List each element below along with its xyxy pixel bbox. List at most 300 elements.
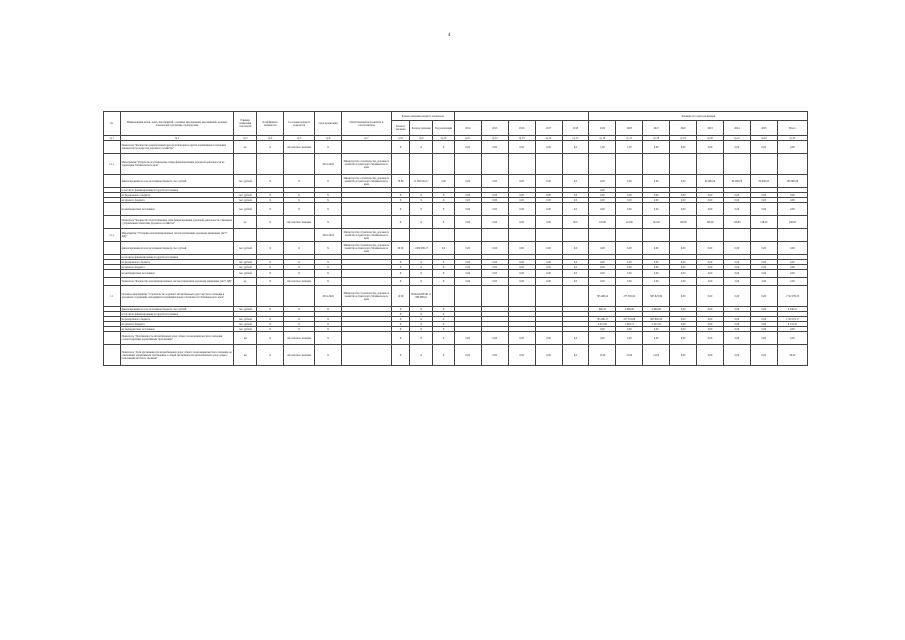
table-cell: 0,00 [481, 332, 508, 345]
column-number: гр.3 [234, 136, 257, 141]
table-cell: км [234, 332, 257, 345]
table-cell: 1,00 [589, 141, 616, 154]
table-cell: 0,00 [643, 270, 670, 278]
table-cell: 0,00 [723, 332, 750, 345]
table-cell: 0,00 [723, 322, 750, 327]
table-cell: 0,00 [589, 188, 616, 193]
table-cell: 0,00 [697, 332, 724, 345]
table-cell: X [257, 332, 284, 345]
header-values-group: Значение по годам реализации [589, 112, 808, 121]
table-cell: 0,0 [562, 198, 589, 203]
table-cell: X [433, 327, 455, 332]
column-number: гр.19 [670, 136, 697, 141]
table-cell: 2,00 [433, 175, 455, 188]
table-cell: 0,00 [535, 141, 562, 154]
table-cell: 2,00 [777, 278, 807, 286]
table-cell [508, 154, 535, 175]
table-cell [104, 345, 121, 366]
table-cell: 0,00 [723, 327, 750, 332]
header-coefficient: Коэффициент значимости [257, 112, 284, 136]
column-number: гр.13 [508, 136, 535, 141]
table-cell [342, 278, 392, 286]
table-row [104, 332, 808, 345]
table-cell [433, 286, 455, 307]
table-cell: 0,00 [723, 141, 750, 154]
table-cell: X [257, 345, 284, 366]
header-year: 2020 [616, 121, 643, 136]
row-title-cell: в том числе финансирование из других источников [120, 312, 234, 317]
row-title-cell: Мероприятие "Установка автоматизированных систем управления дорожным движением (АСУ ДД)" [120, 229, 234, 242]
table-cell [589, 154, 616, 175]
row-title-cell: Показатель "Доля протяженности автомобильных дорог общего пользования местного значения, не отвечающих нормативным требованиям, в общей протяженности автомобильных дорог общего пользования местного значения" [120, 345, 234, 366]
table-cell: 0,00 [697, 265, 724, 270]
row-title-cell: из федерального бюджета [120, 317, 234, 322]
row-title-cell: из краевого бюджета [120, 322, 234, 327]
table-cell: 8 131,52 [777, 322, 807, 327]
table-cell: 0,00 [777, 198, 807, 203]
table-cell: 0,00 [670, 286, 697, 307]
table-cell: X [410, 307, 433, 312]
table-cell [670, 229, 697, 242]
header-executor: Ответственный исполнитель и соисполнители [342, 112, 392, 136]
table-cell [454, 154, 481, 175]
row-title-cell: Показатель "Количество автоматизированных систем управления дорожным движением (АСУ ДД)" [120, 278, 234, 286]
table-cell: X [433, 317, 455, 322]
table-cell: 0,00 [697, 286, 724, 307]
table-cell: 0,00 [481, 141, 508, 154]
table-cell [723, 154, 750, 175]
column-number: гр.8 [391, 136, 410, 141]
table-cell: X [391, 327, 410, 332]
table-cell: 0,00 [697, 345, 724, 366]
table-cell: 0,00 [508, 141, 535, 154]
table-cell: 0,00 [750, 242, 777, 255]
table-cell: 0,00 [777, 193, 807, 198]
table-cell [410, 229, 433, 242]
table-cell: X [433, 312, 455, 317]
table-cell [104, 242, 121, 255]
table-cell: X [257, 141, 284, 154]
header-state: Состояние целевого показателя [284, 112, 315, 136]
table-cell: X [315, 345, 342, 366]
table-cell: X [257, 307, 284, 312]
table-cell: 0,00 [454, 141, 481, 154]
table-cell: X [257, 265, 284, 270]
table-row [104, 141, 808, 154]
table-cell: 0,00 [589, 270, 616, 278]
table-cell: 0,00 [535, 265, 562, 270]
column-number: гр.1 [104, 136, 121, 141]
table-cell: 0,00 [670, 242, 697, 255]
table-cell: X [391, 278, 410, 286]
header-base-group: Базовое значение целевого показателя [391, 112, 454, 121]
table-cell: 0,00 [750, 193, 777, 198]
table-cell: 0,0 [562, 265, 589, 270]
table-cell: 0,00 [454, 198, 481, 203]
table-cell: 0,00 [589, 278, 616, 286]
table-cell: 2,00 [643, 278, 670, 286]
table-cell [777, 229, 807, 242]
table-cell: X [433, 203, 455, 216]
table-cell: Министерство строительства, дорожного хозяйства и транспорта Забайкальского края [342, 286, 392, 307]
table-cell [750, 154, 777, 175]
table-cell: X [315, 203, 342, 216]
table-cell [481, 286, 508, 307]
table-cell: 0,00 [777, 203, 807, 216]
table-cell: X [284, 193, 315, 198]
table-cell: км [234, 345, 257, 366]
table-cell: 2 896,00 [616, 307, 643, 312]
column-number: гр.21 [723, 136, 750, 141]
table-cell [257, 229, 284, 242]
table-cell: тыс. рублей [234, 242, 257, 255]
table-cell: 0,00 [589, 332, 616, 345]
table-cell: X [284, 242, 315, 255]
table-cell: 0,00 [481, 193, 508, 198]
table-cell: X [433, 345, 455, 366]
table-cell: X [410, 317, 433, 322]
table-cell: 0,00 [777, 242, 807, 255]
table-cell: 122,00 [616, 216, 643, 229]
table-cell [535, 286, 562, 307]
table-cell: 0,00 [589, 265, 616, 270]
page-number: 4 [448, 33, 451, 38]
table-cell: X [284, 322, 315, 327]
table-cell: 0,00 [535, 260, 562, 265]
table-cell: 0,00 [535, 270, 562, 278]
table-cell: 0,00 [723, 265, 750, 270]
table-cell: 0,00 [616, 278, 643, 286]
table-cell: 0,00 [697, 260, 724, 265]
table-cell: ПОКАЗАТЕЛЬ 11 880 889,01 [410, 286, 433, 307]
table-cell: 0,00 [750, 141, 777, 154]
header-base-c: Год реализации [433, 121, 455, 136]
table-cell: 0,00 [670, 203, 697, 216]
table-cell: X [257, 216, 284, 229]
table-cell: X [410, 345, 433, 366]
table-cell: 1.1 [104, 286, 121, 307]
table-cell: 0,00 [670, 327, 697, 332]
table-cell: 0,00 [481, 216, 508, 229]
table-cell: X [410, 322, 433, 327]
table-cell [616, 154, 643, 175]
table-cell: X [433, 332, 455, 345]
table-cell: тыс. рублей [234, 265, 257, 270]
table-cell: 0,0 [562, 332, 589, 345]
table-cell: 0,0 [562, 141, 589, 154]
table-cell: 257 874,88 [616, 317, 643, 322]
table-cell [104, 270, 121, 278]
table-cell: 0,00 [723, 317, 750, 322]
table-cell: X [315, 216, 342, 229]
table-cell: 0,00 [697, 307, 724, 312]
table-cell: X [391, 270, 410, 278]
table-cell: 80 000,00 [697, 175, 724, 188]
row-title-cell: финансирование из всех источников бюджета, тыс. рублей [120, 242, 234, 255]
table-cell [535, 229, 562, 242]
table-cell: X [433, 141, 455, 154]
table-cell: X [410, 327, 433, 332]
table-cell: X [391, 332, 410, 345]
table-cell: 0,0 [562, 278, 589, 286]
table-cell [616, 229, 643, 242]
table-cell: 1 494,72 [616, 322, 643, 327]
table-cell: 0,00 [616, 203, 643, 216]
table-cell: Абсолютное значение [284, 332, 315, 345]
column-number: гр.6 [315, 136, 342, 141]
table-cell: 1 722 979,53 [777, 286, 807, 307]
table-cell: X [257, 270, 284, 278]
row-title-cell: Показатель "Количество разработанных методологических и других нормативных и плановых документов по вопросам дорожного хозяйства" [120, 141, 234, 154]
table-cell: 0,00 [454, 193, 481, 198]
program-table [103, 111, 808, 366]
table-cell: X [433, 322, 455, 327]
header-year: 2019 [589, 121, 616, 136]
table-cell: 2,00 [697, 278, 724, 286]
table-cell: 0,00 [481, 278, 508, 286]
table-cell [104, 141, 121, 154]
table-cell: 0,00 [697, 193, 724, 198]
table-cell: 0,00 [697, 317, 724, 322]
table-cell: 36,00 [777, 345, 807, 366]
table-cell: 0,00 [723, 307, 750, 312]
table-cell: ед. [234, 141, 257, 154]
table-cell: X [391, 203, 410, 216]
table-cell: 0,00 [670, 193, 697, 198]
table-cell [342, 332, 392, 345]
table-cell [481, 154, 508, 175]
table-cell: 0,00 [750, 198, 777, 203]
table-cell: 0,00 [508, 278, 535, 286]
table-cell: 0,00 [750, 265, 777, 270]
header-no: № [104, 112, 121, 136]
table-cell: 0,00 [723, 286, 750, 307]
table-cell: 0,00 [589, 260, 616, 265]
table-cell [342, 345, 392, 366]
header-year: 2021 [643, 121, 670, 136]
table-cell: 12,00 [643, 345, 670, 366]
table-cell: 4 415,00 [589, 322, 616, 327]
table-cell: 0,00 [508, 332, 535, 345]
table-cell: X [257, 242, 284, 255]
table-cell: 0,00 [723, 198, 750, 203]
table-cell: 00,0 [562, 216, 589, 229]
table-cell [234, 229, 257, 242]
table-cell: Министерство строительства, дорожного хозяйства и транспорта Забайкальского края [342, 175, 392, 188]
table-cell: 1 080 289,17 [410, 242, 433, 255]
table-cell [697, 229, 724, 242]
table-cell [257, 154, 284, 175]
table-cell: Абсолютное значение [284, 216, 315, 229]
table-cell [697, 154, 724, 175]
table-cell: 0,00 [723, 260, 750, 265]
row-title-cell: Показатель "Протяженность автомобильных дорог общего пользования местного значения, соответствующих нормативным требованиям" [120, 332, 234, 345]
table-cell: 1.1.1 [104, 154, 121, 175]
table-cell [433, 154, 455, 175]
table-cell: тыс. рублей [234, 175, 257, 188]
table-cell: 0,00 [589, 242, 616, 255]
table-cell: 0,00 [616, 332, 643, 345]
table-cell: 12,00 [589, 345, 616, 366]
table-cell: X [315, 175, 342, 188]
header-base-b: Базовое значение [410, 121, 433, 136]
table-cell: 0,00 [670, 317, 697, 322]
table-cell: 985 800,59 [643, 317, 670, 322]
table-cell [104, 216, 121, 229]
table-row [104, 278, 808, 286]
table-cell: X [284, 260, 315, 265]
table-cell: X [433, 278, 455, 286]
table-cell [433, 229, 455, 242]
table-cell [454, 229, 481, 242]
header-term: Срок реализации [315, 112, 342, 136]
table-cell: 0,00 [697, 141, 724, 154]
table-cell: 0,00 [454, 175, 481, 188]
table-cell: 0,00 [508, 345, 535, 366]
table-cell [342, 216, 392, 229]
table-cell: 0,00 [643, 175, 670, 188]
header-name: Наименование целей, задач, мероприятий, основных мероприятий, мероприятий, целевых показателей программы, подпрограмм [120, 112, 234, 136]
table-cell: X [391, 265, 410, 270]
table-cell: 0,00 [777, 260, 807, 265]
table-cell: 2 466,96 [643, 307, 670, 312]
table-cell: 0,00 [670, 307, 697, 312]
table-cell: 0,00 [750, 203, 777, 216]
table-cell: 0,00 [777, 270, 807, 278]
table-cell: 0,00 [723, 203, 750, 216]
header-year: 2015 [481, 121, 508, 136]
table-cell [535, 154, 562, 175]
table-cell: тыс. рублей [234, 270, 257, 278]
header-year: 2018 [562, 121, 589, 136]
table-cell: 0,00 [750, 307, 777, 312]
table-cell: X [257, 317, 284, 322]
table-cell [670, 154, 697, 175]
table-cell: 0,00 [670, 345, 697, 366]
table-cell: 0,00 [589, 175, 616, 188]
header-year: 2016 [508, 121, 535, 136]
table-cell: 2 221,09 [643, 322, 670, 327]
table-cell: X [410, 270, 433, 278]
table-cell: X [284, 265, 315, 270]
table-cell: 0,00 [777, 332, 807, 345]
table-cell [342, 141, 392, 154]
table-cell: 0,00 [643, 332, 670, 345]
header-year: 2024 [723, 121, 750, 136]
table-cell: 0,00 [670, 265, 697, 270]
row-title-cell: из федерального бюджета [120, 193, 234, 198]
table-cell [562, 154, 589, 175]
column-number: гр.12 [481, 136, 508, 141]
table-cell: X [284, 270, 315, 278]
table-cell: 2014-2024 [315, 154, 342, 175]
table-row [104, 175, 808, 188]
table-row [104, 270, 808, 278]
table-cell: 2,00 [750, 278, 777, 286]
table-cell: 0,00 [508, 193, 535, 198]
table-cell: 0,00 [535, 345, 562, 366]
table-cell: 0,00 [697, 322, 724, 327]
row-title-cell: Основное мероприятие "Строительство и ремонт автомобильных дорог местного значения и дорожных сооружений, находящихся в муниципальной собственности Забайкальского края" [120, 286, 234, 307]
table-cell: 980,25 [589, 307, 616, 312]
table-cell: 0,00 [670, 141, 697, 154]
table-cell: 148,00 [750, 216, 777, 229]
table-row [104, 286, 808, 307]
table-cell: тыс. рублей [234, 307, 257, 312]
table-cell: 0,00 [616, 242, 643, 255]
table-cell: 09 09 [391, 242, 410, 255]
header-row-1 [104, 112, 808, 121]
table-cell: 0,00 [643, 327, 670, 332]
table-cell: X [410, 265, 433, 270]
table-cell: X [284, 327, 315, 332]
table-cell: 280 000,00 [777, 175, 807, 188]
table-cell: 0,00 [454, 278, 481, 286]
table-cell: 80 000,00 [750, 175, 777, 188]
table-cell: 148,00 [723, 216, 750, 229]
table-cell: X [410, 198, 433, 203]
table-cell: 0,00 [481, 270, 508, 278]
table-cell: X [284, 203, 315, 216]
table-cell: 0,00 [643, 198, 670, 203]
column-number: гр.16 [589, 136, 616, 141]
table-cell: 148,00 [670, 216, 697, 229]
row-title-cell: из краевого бюджета [120, 265, 234, 270]
table-cell: X [315, 278, 342, 286]
table-cell [342, 270, 392, 278]
table-cell: X [257, 203, 284, 216]
table-cell: 275 365,92 [616, 286, 643, 307]
table-cell: 80 000,00 [723, 175, 750, 188]
table-cell [257, 286, 284, 307]
table-cell: 0,00 [750, 317, 777, 322]
table-cell: 0,00 [750, 322, 777, 327]
table-cell: 0,00 [723, 193, 750, 198]
table-cell: X [433, 270, 455, 278]
table-cell: 0,00 [508, 175, 535, 188]
table-cell [104, 175, 121, 188]
table-cell: X [315, 198, 342, 203]
table-cell: X [284, 317, 315, 322]
table-cell [750, 229, 777, 242]
table-cell: X [391, 345, 410, 366]
table-cell: X [315, 193, 342, 198]
table-cell: X [315, 317, 342, 322]
table-cell [391, 229, 410, 242]
table-cell: 148,00 [777, 216, 807, 229]
table-cell: 0,00 [535, 193, 562, 198]
table-cell: Абсолютное значение [284, 141, 315, 154]
row-title-cell: Показатель "Количество подготовленных схем финансирования дорожной деятельности, связанных с управлением объектами дорожного хозяйства" [120, 216, 234, 229]
table-cell: 0,00 [508, 203, 535, 216]
table-cell: 12,00 [616, 345, 643, 366]
table-cell: 0,00 [481, 345, 508, 366]
table-cell: 0,00 [750, 327, 777, 332]
table-cell: 0,0 [562, 345, 589, 366]
row-title-cell: из внебюджетных источников [120, 327, 234, 332]
table-cell: 793 090,17 [589, 317, 616, 322]
column-number: гр.4 [257, 136, 284, 141]
header-year: 2014 [454, 121, 481, 136]
table-cell: 0,00 [454, 270, 481, 278]
table-cell: 148,00 [697, 216, 724, 229]
table-cell: X [257, 327, 284, 332]
table-cell: 0,00 [697, 327, 724, 332]
table-cell [643, 154, 670, 175]
table-cell: 0,00 [723, 345, 750, 366]
table-cell: X [410, 216, 433, 229]
table-cell: 0,00 [670, 332, 697, 345]
